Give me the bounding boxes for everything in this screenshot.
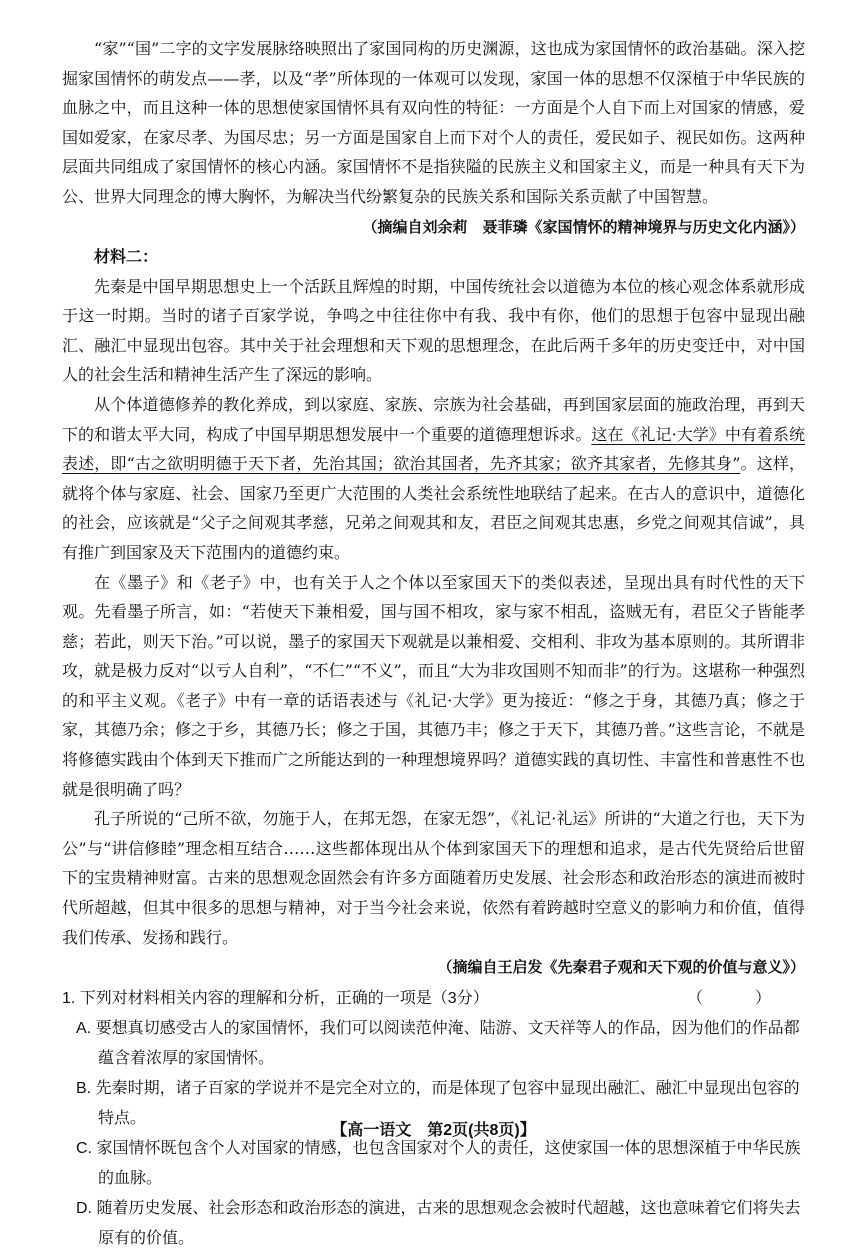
material-1-source: （摘编自刘余莉 聂菲璘《家国情怀的精神境界与历史文化内涵》）	[362, 217, 805, 236]
option-d: D. 随着历史发展、社会形态和政治形态的演进，古来的思想观念会被时代超越，这也意味着它们将失去原有的价值。	[76, 1200, 801, 1248]
paragraph-text: 。这样，就将个体与家庭、社会、国家乃至更广大范围的人类社会系统性地联结了起来。在古人的意识中，道德化的社会，应该就是“父子之间观其孝慈，兄弟之间观其和友，君臣之间观其忠惠，乡党之间观其信诚”，具有推广到国家及天下范围内的道德约束。	[62, 454, 805, 562]
option-c: C. 家国情怀既包含个人对国家的情感，也包含国家对个人的责任，这使家国一体的思想深植于中华民族的血脉。	[76, 1140, 801, 1188]
material-2-paragraph-2	[62, 390, 805, 568]
material-2-paragraph-1: 先秦是中国早期思想史上一个活跃且辉煌的时期，中国传统社会以道德为本位的核心观念体系就形成于这一时期。当时的诸子百家学说，争鸣之中往往你中有我、我中有你，他们的思想于包容中显现出融汇、融汇中显现出包容。其中关于社会理想和天下观的思想理念，在此后两千多年的历史变迁中，对中国人的社会生活和精神生活产生了深远的影响。	[62, 276, 805, 385]
material-2-paragraph-4: 孔子所说的“己所不欲，勿施于人，在邦无怨，在家无怨”，《礼记·礼运》所讲的“大道之行也，天下为公”与“讲信修睦”理念相互结合……这些都体现出从个体到家国天下的理想和追求，是古代先贤给后世留下的宝贵精神财富。古来的思想观念固然会有许多方面随着历史发展、社会形态和政治形态的演进而被时代所超越，但其中很多的思想与精神，对于当今社会来说，依然有着跨越时空意义的影响力和价值，值得我们传承、发扬和践行。	[62, 809, 805, 947]
page-footer: 【高一语文 第2页(共8页)】	[331, 1122, 536, 1139]
material-2-paragraph-3: 在《墨子》和《老子》中，也有关于人之个体以至家国天下的类似表述，呈现出具有时代性的天下观。先看墨子所言，如：“若使天下兼相爱，国与国不相攻，家与家不相乱，盗贼无有，君臣父子皆能孝慈；若此，则天下治。”可以说，墨子的家国天下观就是以兼相爱、交相利、非攻为基本原则的。其所谓非攻，就是极力反对“以亏人自利”，“不仁”“不义”，而且“大为非攻国则不知而非”的行为。这堪称一种强烈的和平主义观。《老子》中有一章的话语表述与《礼记·大学》更为接近：“修之于身，其德乃真；修之于家，其德乃余；修之于乡，其德乃长；修之于国，其德乃丰；修之于天下，其德乃普。”这些言论，不就是将修德实践由个体到天下推而广之所能达到的一种理想境界吗？道德实践的真切性、丰富性和普惠性不也就是很明确了吗？	[62, 572, 805, 799]
underlined-quote: 这在《礼记·大学》中有着系统表述，即“古之欲明明德于天下者，先治其国；欲治其国者，先齐其家；欲齐其家者，先修其身”	[62, 424, 805, 474]
option-a: A. 要想真切感受古人的家国情怀，我们可以阅读范仲淹、陆游、文天祥等人的作品，因为他们的作品都蕴含着浓厚的家国情怀。	[76, 1020, 800, 1068]
question-stem: 1. 下列对材料相关内容的理解和分析，正确的一项是（3分）	[62, 990, 489, 1008]
material-2-source: （摘编自王启发《先秦君子观和天下观的价值与意义》）	[437, 958, 805, 977]
option-b: B. 先秦时期，诸子百家的学说并不是完全对立的，而是体现了包容中显现出融汇、融汇中显现出包容的特点。	[76, 1080, 800, 1128]
material-2-label: 材料二：	[94, 246, 159, 266]
paragraph-text: 从个体道德修养的教化养成，到以家庭、家族、宗族为社会基础，再到国家层面的施政治理，再到天下的和谐太平大同，构成了中国早期思想发展中一个重要的道德理想诉求。	[62, 394, 805, 444]
material-1-paragraph: “家”“国”二字的文字发展脉络映照出了家国同构的历史渊源，这也成为家国情怀的政治基础。深入挖掘家国情怀的萌发点——孝，以及“孝”所体现的一体观可以发现，家国一体的思想不仅深植于中华民族的血脉之中，而且这种一体的思想使家国情怀具有双向性的特征：一方面是个人自下而上对国家的情感，爱国如爱家，在家尽孝、为国尽忠；另一方面是国家自上而下对个人的责任，爱民如子、视民如伤。这两种层面共同组成了家国情怀的核心内涵。家国情怀不是指狭隘的民族主义和国家主义，而是一种具有天下为公、世界大同理念的博大胸怀，为解决当代纷繁复杂的民族关系和国际关系贡献了中国智慧。	[62, 39, 805, 206]
answer-blank: （ ）	[686, 990, 789, 1008]
question-stem-row	[62, 984, 805, 1014]
